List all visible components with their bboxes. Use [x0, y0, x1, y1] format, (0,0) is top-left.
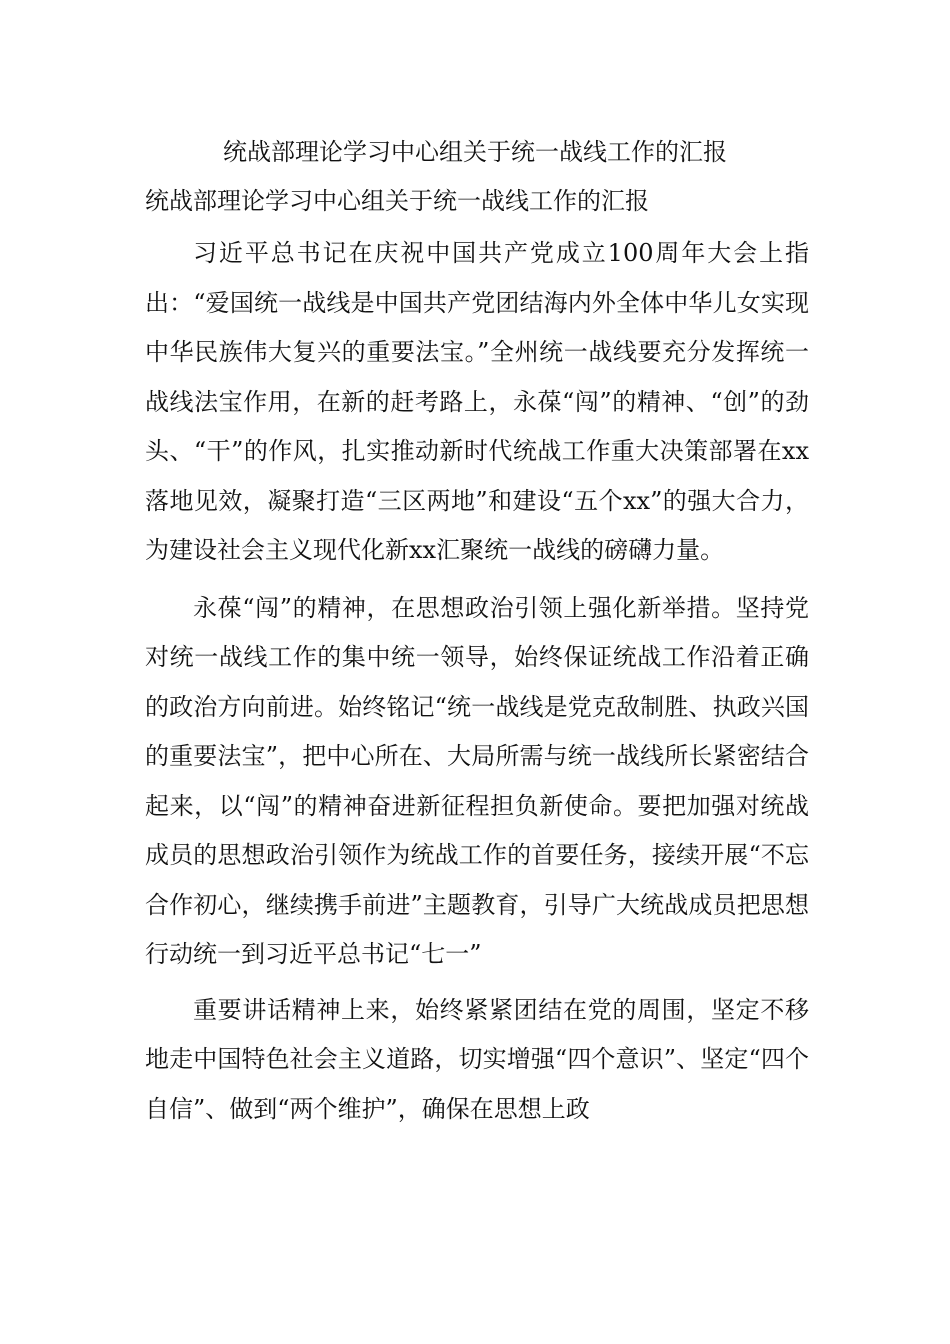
paragraph-1: 习近平总书记在庆祝中国共产党成立100周年大会上指出：“爱国统一战线是中国共产党团结海内外全体中华儿女实现中华民族伟大复兴的重要法宝。”全州统一战线要充分发挥统一战线法宝作用，在新的赶考路上，永葆“闯”的精神、“创”的劲头、“干”的作风，扎实推动新时代统战工作重大决策部署在xx落地见效，凝聚打造“三区两地”和建设“五个xx”的强大合力，为建设社会主义现代化新xx汇聚统一战线的磅礴力量。 — [145, 239, 809, 564]
document-body — [145, 229, 809, 1142]
document-subtitle: 统战部理论学习中心组关于统一战线工作的汇报 — [145, 187, 649, 215]
paragraph-2: 永葆“闯”的精神，在思想政治引领上强化新举措。坚持党对统一战线工作的集中统一领导，始终保证统战工作沿着正确的政治方向前进。始终铭记“统一战线是党克敌制胜、执政兴国的重要法宝”，把中心所在、大局所需与统一战线所长紧密结合起来，以“闯”的精神奋进新征程担负新使命。要把加强对统战成员的思想政治引领作为统战工作的首要任务，接续开展“不忘合作初心，继续携手前进”主题教育，引导广大统战成员把思想行动统一到习近平总书记“七一” — [145, 593, 809, 968]
document-title: 统战部理论学习中心组关于统一战线工作的汇报 — [223, 138, 727, 166]
paragraph-3: 重要讲话精神上来，始终紧紧团结在党的周围，坚定不移地走中国特色社会主义道路，切实增强“四个意识”、坚定“四个自信”、做到“两个维护”，确保在思想上政 — [145, 995, 809, 1123]
